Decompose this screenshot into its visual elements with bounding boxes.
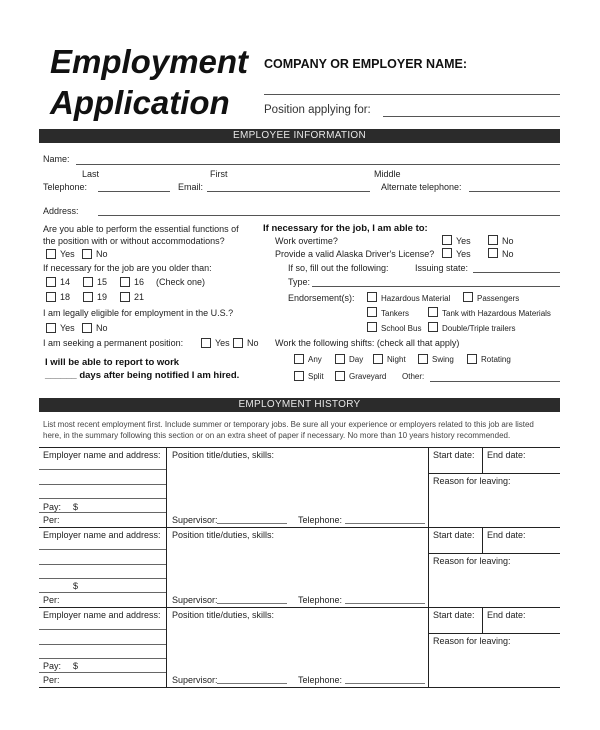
permanent-no-label: No — [247, 338, 259, 348]
first-sublabel: First — [210, 169, 228, 179]
passengers-label: Passengers — [477, 294, 520, 303]
overtime-question: Work overtime? — [275, 236, 338, 246]
overtime-yes-label: Yes — [456, 236, 471, 246]
license-yes-checkbox[interactable] — [442, 248, 452, 258]
shift-other-label: Other: — [402, 372, 425, 381]
essential-no-label: No — [96, 249, 108, 259]
eligible-yes-checkbox[interactable] — [46, 323, 56, 333]
age-21-label: 21 — [134, 292, 145, 302]
essential-yes-label: Yes — [60, 249, 75, 259]
essential-yes-checkbox[interactable] — [46, 249, 56, 259]
age-18-checkbox[interactable] — [46, 292, 56, 302]
passengers-checkbox[interactable] — [463, 292, 473, 302]
if-so-label: If so, fill out the following: — [288, 263, 389, 273]
employer-label-3: Employer name and address: — [43, 610, 161, 620]
name-field[interactable] — [76, 164, 560, 165]
shift-graveyard-checkbox[interactable] — [335, 371, 345, 381]
shift-swing-label: Swing — [432, 355, 454, 364]
reason-label-1: Reason for leaving: — [433, 476, 511, 486]
email-field[interactable] — [207, 191, 370, 192]
age-15-checkbox[interactable] — [83, 277, 93, 287]
age-19-checkbox[interactable] — [83, 292, 93, 302]
check-one-note: (Check one) — [156, 277, 206, 287]
eligible-question: I am legally eligible for employment in the U.S.? — [43, 308, 234, 318]
permanent-yes-label: Yes — [215, 338, 230, 348]
telephone-label-2: Telephone: — [298, 595, 343, 605]
history-instructions-line1: List most recent employment first. Include summer or temporary jobs. Be sure all your experience or employers related to this job are listed — [43, 420, 534, 429]
overtime-yes-checkbox[interactable] — [442, 235, 452, 245]
start-date-label-2: Start date: — [433, 530, 475, 540]
middle-sublabel: Middle — [374, 169, 401, 179]
age-16-checkbox[interactable] — [120, 277, 130, 287]
age-18-label: 18 — [60, 292, 71, 302]
pay-dollar-3: $ — [73, 661, 79, 671]
form-title-line1: Employment — [50, 43, 249, 80]
name-label: Name: — [43, 154, 70, 164]
tank-hazmat-label: Tank with Hazardous Materials — [442, 309, 551, 318]
telephone-field[interactable] — [98, 191, 170, 192]
age-14-label: 14 — [60, 277, 71, 287]
type-field[interactable] — [312, 286, 560, 287]
address-label: Address: — [43, 206, 79, 216]
overtime-no-checkbox[interactable] — [488, 235, 498, 245]
email-label: Email: — [178, 182, 204, 192]
permanent-question: I am seeking a permanent position: — [43, 338, 184, 348]
shift-graveyard-label: Graveyard — [349, 372, 387, 381]
telephone-label: Telephone: — [43, 182, 88, 192]
hazardous-checkbox[interactable] — [367, 292, 377, 302]
shift-any-checkbox[interactable] — [294, 354, 304, 364]
age-question: If necessary for the job are you older than: — [43, 263, 212, 273]
alt-telephone-label: Alternate telephone: — [381, 182, 462, 192]
per-label-3: Per: — [43, 675, 60, 685]
eligible-yes-label: Yes — [60, 323, 75, 333]
eligible-no-label: No — [96, 323, 108, 333]
shift-rotating-label: Rotating — [481, 355, 511, 364]
type-label: Type: — [288, 277, 311, 287]
age-19-label: 19 — [97, 292, 108, 302]
shift-any-label: Any — [308, 355, 322, 364]
overtime-no-label: No — [502, 236, 514, 246]
company-name-field[interactable] — [264, 94, 560, 95]
report-line1: I will be able to report to work — [45, 357, 180, 368]
last-sublabel: Last — [82, 169, 100, 179]
issuing-state-label: Issuing state: — [415, 263, 469, 273]
supervisor-label-2: Supervisor: — [172, 595, 218, 605]
age-21-checkbox[interactable] — [120, 292, 130, 302]
if-necessary-heading: If necessary for the job, I am able to: — [263, 223, 428, 234]
per-label-1: Per: — [43, 515, 60, 525]
position-field[interactable] — [383, 116, 560, 117]
pay-dollar-2: $ — [73, 581, 79, 591]
telephone-label-3: Telephone: — [298, 675, 343, 685]
per-label-2: Per: — [43, 595, 60, 605]
shift-other-field[interactable] — [430, 381, 560, 382]
issuing-state-field[interactable] — [473, 272, 560, 273]
shift-night-checkbox[interactable] — [373, 354, 383, 364]
history-instructions-line2: here, in the summary following this section or on an extra sheet of paper if necessary. No more than 10 years history recommended. — [43, 431, 511, 440]
age-15-label: 15 — [97, 277, 108, 287]
pay-dollar-1: $ — [73, 502, 79, 512]
shifts-question: Work the following shifts: (check all that apply) — [275, 338, 460, 348]
permanent-yes-checkbox[interactable] — [201, 338, 211, 348]
eligible-no-checkbox[interactable] — [82, 323, 92, 333]
license-yes-label: Yes — [456, 249, 471, 259]
permanent-no-checkbox[interactable] — [233, 338, 243, 348]
pay-label-1: Pay: — [43, 502, 62, 512]
school-bus-label: School Bus — [381, 324, 422, 333]
address-field[interactable] — [98, 215, 560, 216]
pay-label-3: Pay: — [43, 661, 62, 671]
end-date-label-2: End date: — [487, 530, 526, 540]
hazardous-label: Hazardous Material — [381, 294, 451, 303]
shift-night-label: Night — [387, 355, 406, 364]
essential-question-line2: the position with or without accommodations? — [43, 236, 225, 246]
start-date-label-1: Start date: — [433, 450, 475, 460]
age-14-checkbox[interactable] — [46, 277, 56, 287]
license-no-checkbox[interactable] — [488, 248, 498, 258]
shift-split-label: Split — [308, 372, 324, 381]
essential-no-checkbox[interactable] — [82, 249, 92, 259]
shift-day-checkbox[interactable] — [335, 354, 345, 364]
telephone-label-1: Telephone: — [298, 515, 343, 525]
employment-history-header: EMPLOYMENT HISTORY — [39, 398, 560, 412]
company-name-label: COMPANY OR EMPLOYER NAME: — [264, 57, 468, 71]
tankers-label: Tankers — [381, 309, 410, 318]
age-16-label: 16 — [134, 277, 145, 287]
license-no-label: No — [502, 249, 514, 259]
position-duties-label-1: Position title/duties, skills: — [172, 450, 275, 460]
position-duties-label-2: Position title/duties, skills: — [172, 530, 275, 540]
license-question: Provide a valid Alaska Driver's License? — [275, 249, 435, 259]
double-triple-checkbox[interactable] — [428, 322, 438, 332]
double-triple-label: Double/Triple trailers — [442, 324, 516, 333]
shift-rotating-checkbox[interactable] — [467, 354, 477, 364]
position-duties-label-3: Position title/duties, skills: — [172, 610, 275, 620]
employer-label-2: Employer name and address: — [43, 530, 161, 540]
tankers-checkbox[interactable] — [367, 307, 377, 317]
endorsements-label: Endorsement(s): — [288, 293, 355, 303]
alt-telephone-field[interactable] — [469, 191, 560, 192]
tank-hazmat-checkbox[interactable] — [428, 307, 438, 317]
reason-label-2: Reason for leaving: — [433, 556, 511, 566]
reason-label-3: Reason for leaving: — [433, 636, 511, 646]
supervisor-label-1: Supervisor: — [172, 515, 218, 525]
shift-split-checkbox[interactable] — [294, 371, 304, 381]
start-date-label-3: Start date: — [433, 610, 475, 620]
end-date-label-3: End date: — [487, 610, 526, 620]
school-bus-checkbox[interactable] — [367, 322, 377, 332]
employee-info-header: EMPLOYEE INFORMATION — [39, 129, 560, 143]
form-title-line2: Application — [50, 84, 230, 121]
shift-day-label: Day — [349, 355, 364, 364]
shift-swing-checkbox[interactable] — [418, 354, 428, 364]
end-date-label-1: End date: — [487, 450, 526, 460]
employer-label-1: Employer name and address: — [43, 450, 161, 460]
position-label: Position applying for: — [264, 104, 371, 116]
report-line2: ______ days after being notified I am hired. — [45, 370, 240, 381]
essential-question-line1: Are you able to perform the essential functions of — [43, 224, 239, 234]
supervisor-label-3: Supervisor: — [172, 675, 218, 685]
